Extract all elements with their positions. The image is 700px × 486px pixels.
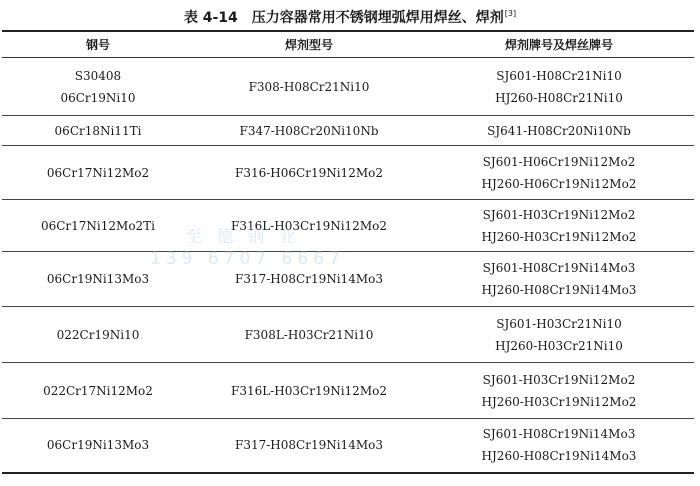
cell-steel-grade bbox=[2, 200, 194, 252]
cell-flux-wire-brand bbox=[424, 252, 694, 307]
table-row bbox=[2, 146, 694, 200]
steel-grade-text: 06Cr18Ni11Ti bbox=[54, 123, 142, 138]
cell-flux-type: F317-H08Cr19Ni14Mo3 bbox=[194, 252, 424, 307]
steel-grade-text: 06Cr19Ni10 bbox=[60, 90, 136, 105]
table-row bbox=[2, 58, 694, 116]
steel-grade-text: 06Cr17Ni12Mo2Ti bbox=[40, 218, 156, 233]
cell-flux-type: F347-H08Cr20Ni10Nb bbox=[194, 116, 424, 146]
brand-text: SJ601-H08Cr19Ni14Mo3 bbox=[482, 427, 636, 442]
cell-flux-wire-brand bbox=[424, 307, 694, 363]
cell-flux-wire-brand bbox=[424, 200, 694, 252]
brand-text: HJ260-H03Cr21Ni10 bbox=[495, 338, 623, 353]
reference-mark: [3] bbox=[504, 9, 517, 18]
cell-steel-grade bbox=[2, 146, 194, 200]
cell-flux-type: F316-H06Cr19Ni12Mo2 bbox=[194, 146, 424, 200]
cell-flux-type: F308L-H03Cr21Ni10 bbox=[194, 307, 424, 363]
brand-text: HJ260-H03Cr19Ni12Mo2 bbox=[481, 394, 637, 409]
cell-flux-wire-brand bbox=[424, 116, 694, 146]
brand-text: SJ601-H08Cr19Ni14Mo3 bbox=[482, 261, 636, 275]
table-row bbox=[2, 116, 694, 146]
steel-grade-text: 06Cr17Ni12Mo2 bbox=[46, 165, 150, 180]
watermark-phone: 139 6707 6667 bbox=[150, 249, 345, 269]
steel-grade-text: 06Cr19Ni13Mo3 bbox=[46, 272, 150, 286]
welding-materials-table bbox=[2, 30, 694, 474]
cell-flux-wire-brand bbox=[424, 58, 694, 116]
brand-text: HJ260-H03Cr19Ni12Mo2 bbox=[481, 229, 637, 244]
table-number: 表 4-14 bbox=[183, 10, 238, 26]
brand-text: HJ260-H08Cr19Ni14Mo3 bbox=[481, 283, 637, 297]
table-row bbox=[2, 363, 694, 419]
cell-flux-type: F316L-H03Cr19Ni12Mo2 bbox=[194, 200, 424, 252]
brand-text: HJ260-H08Cr19Ni14Mo3 bbox=[481, 449, 637, 464]
brand-text: SJ601-H06Cr19Ni12Mo2 bbox=[482, 154, 636, 169]
cell-flux-wire-brand bbox=[424, 419, 694, 473]
table-row bbox=[2, 200, 694, 252]
cell-steel-grade bbox=[2, 58, 194, 116]
watermark-company: 至德钢业 bbox=[185, 227, 310, 247]
table-row bbox=[2, 252, 694, 307]
brand-text: SJ601-H03Cr21Ni10 bbox=[496, 316, 622, 331]
table-body bbox=[2, 58, 694, 473]
table-row bbox=[2, 307, 694, 363]
cell-flux-wire-brand bbox=[424, 363, 694, 419]
cell-steel-grade bbox=[2, 419, 194, 473]
brand-text: SJ601-H08Cr21Ni10 bbox=[496, 68, 622, 83]
header-flux-wire-brand: 焊剂牌号及焊丝牌号 bbox=[424, 31, 694, 58]
cell-steel-grade bbox=[2, 252, 194, 307]
steel-grade-text: 022Cr17Ni12Mo2 bbox=[43, 383, 153, 398]
cell-steel-grade bbox=[2, 307, 194, 363]
table-row bbox=[2, 419, 694, 473]
brand-text: SJ641-H08Cr20Ni10Nb bbox=[487, 123, 631, 138]
brand-text: SJ601-H03Cr19Ni12Mo2 bbox=[482, 207, 636, 222]
steel-grade-text: S30408 bbox=[74, 68, 122, 83]
cell-flux-type: F316L-H03Cr19Ni12Mo2 bbox=[194, 363, 424, 419]
cell-flux-type: F308-H08Cr21Ni10 bbox=[194, 58, 424, 116]
brand-text: SJ601-H03Cr19Ni12Mo2 bbox=[482, 372, 636, 387]
table-title: 压力容器常用不锈钢埋弧焊用焊丝、焊剂 bbox=[251, 10, 504, 26]
cell-steel-grade bbox=[2, 116, 194, 146]
table-header bbox=[2, 31, 694, 58]
header-flux-type: 焊剂型号 bbox=[194, 31, 424, 58]
brand-text: HJ260-H08Cr21Ni10 bbox=[495, 90, 623, 105]
table-caption bbox=[0, 2, 700, 26]
steel-grade-text: 022Cr19Ni10 bbox=[56, 327, 140, 342]
cell-steel-grade bbox=[2, 363, 194, 419]
brand-text: HJ260-H06Cr19Ni12Mo2 bbox=[481, 176, 637, 191]
header-steel-grade: 钢号 bbox=[2, 31, 194, 58]
cell-flux-wire-brand bbox=[424, 146, 694, 200]
steel-grade-text: 06Cr19Ni13Mo3 bbox=[46, 438, 150, 453]
cell-flux-type: F317-H08Cr19Ni14Mo3 bbox=[194, 419, 424, 473]
header-row bbox=[2, 31, 694, 58]
